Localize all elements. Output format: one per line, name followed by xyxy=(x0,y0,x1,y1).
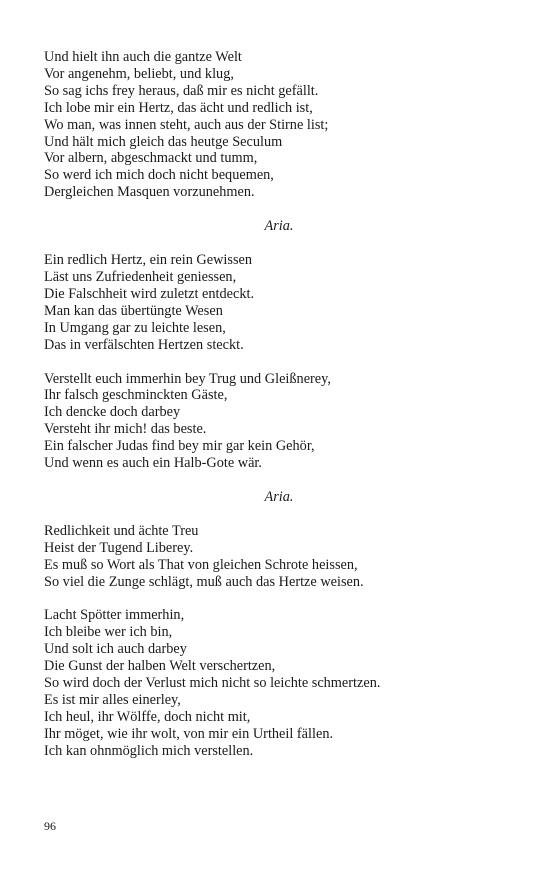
verse-line: Die Gunst der halben Welt verschertzen, xyxy=(44,658,276,675)
verse-line: Ich lobe mir ein Hertz, das ächt und redlich ist, xyxy=(44,99,313,116)
verse-line: Ihr falsch geschminckten Gäste, xyxy=(44,387,228,404)
verse-line: Es ist mir alles einerley, xyxy=(44,692,181,708)
stanza-1 xyxy=(44,49,514,201)
spacer xyxy=(44,472,514,489)
verse-line: Und hielt ihn auch die gantze Welt xyxy=(44,49,242,65)
stanza-2 xyxy=(44,252,514,353)
verse-line: So viel die Zunge schlägt, muß auch das Hertze weisen. xyxy=(44,573,364,590)
verse-line: Die Falschheit wird zuletzt entdeckt. xyxy=(44,285,255,302)
verse-line: So wird doch der Verlust mich nicht so leichte schmertzen. xyxy=(44,675,381,692)
verse-line: Vor albern, abgeschmackt und tumm, xyxy=(44,150,258,167)
stanza-4 xyxy=(44,523,514,591)
verse-line: Redlichkeit und ächte Treu xyxy=(44,522,199,539)
verse-line: Und wenn es auch ein Halb-Gote wär. xyxy=(44,455,262,472)
verse-line: So sag ichs frey heraus, daß mir es nicht gefällt. xyxy=(44,82,319,99)
verse-line: In Umgang gar zu leichte lesen, xyxy=(44,319,226,336)
verse-line: Ich dencke doch darbey xyxy=(44,404,181,421)
verse-line: Das in verfälschten Hertzen steckt. xyxy=(44,336,244,353)
verse-line: Verstellt euch immerhin bey Trug und Gleißnerey, xyxy=(44,370,331,387)
verse-line: Und solt ich auch darbey xyxy=(44,641,187,658)
spacer xyxy=(44,590,514,607)
spacer xyxy=(44,235,514,252)
verse-line: Vor angenehm, beliebt, und klug, xyxy=(44,65,234,82)
aria-heading: Aria. xyxy=(264,218,294,235)
verse-line: Heist der Tugend Liberey. xyxy=(44,539,194,556)
stanza-5 xyxy=(44,607,514,759)
aria-heading: Aria. xyxy=(264,488,294,505)
verse-line: Ich bleibe wer ich bin, xyxy=(44,624,173,641)
verse-line: Ein redlich Hertz, ein rein Gewissen xyxy=(44,252,253,269)
spacer xyxy=(44,506,514,523)
spacer xyxy=(44,201,514,218)
verse-line: Versteht ihr mich! das beste. xyxy=(44,421,207,438)
verse-line: Ein falscher Judas find bey mir gar kein Gehör, xyxy=(44,438,315,455)
verse-line: Dergleichen Masquen vorzunehmen. xyxy=(44,184,255,201)
verse-line: Man kan das übertüngte Wesen xyxy=(44,302,223,319)
verse-line: Ihr möget, wie ihr wolt, von mir ein Urtheil fällen. xyxy=(44,725,334,742)
verse-line: Und hält mich gleich das heutge Seculum xyxy=(44,133,283,150)
verse-line: Wo man, was innen steht, auch aus der Stirne list; xyxy=(44,116,329,133)
verse-line: Ich heul, ihr Wölffe, doch nicht mit, xyxy=(44,708,251,725)
page-number: 96 xyxy=(44,819,56,833)
verse-line: Lacht Spötter immerhin, xyxy=(44,607,185,624)
stanza-3 xyxy=(44,371,514,472)
verse-line: So werd ich mich doch nicht bequemen, xyxy=(44,167,274,184)
verse-line: Läst uns Zufriedenheit geniessen, xyxy=(44,268,237,285)
verse-line: Es muß so Wort als That von gleichen Schrote heissen, xyxy=(44,556,358,573)
verse-line: Ich kan ohnmöglich mich verstellen. xyxy=(44,742,254,759)
spacer xyxy=(44,354,514,371)
poem-text xyxy=(44,49,514,760)
